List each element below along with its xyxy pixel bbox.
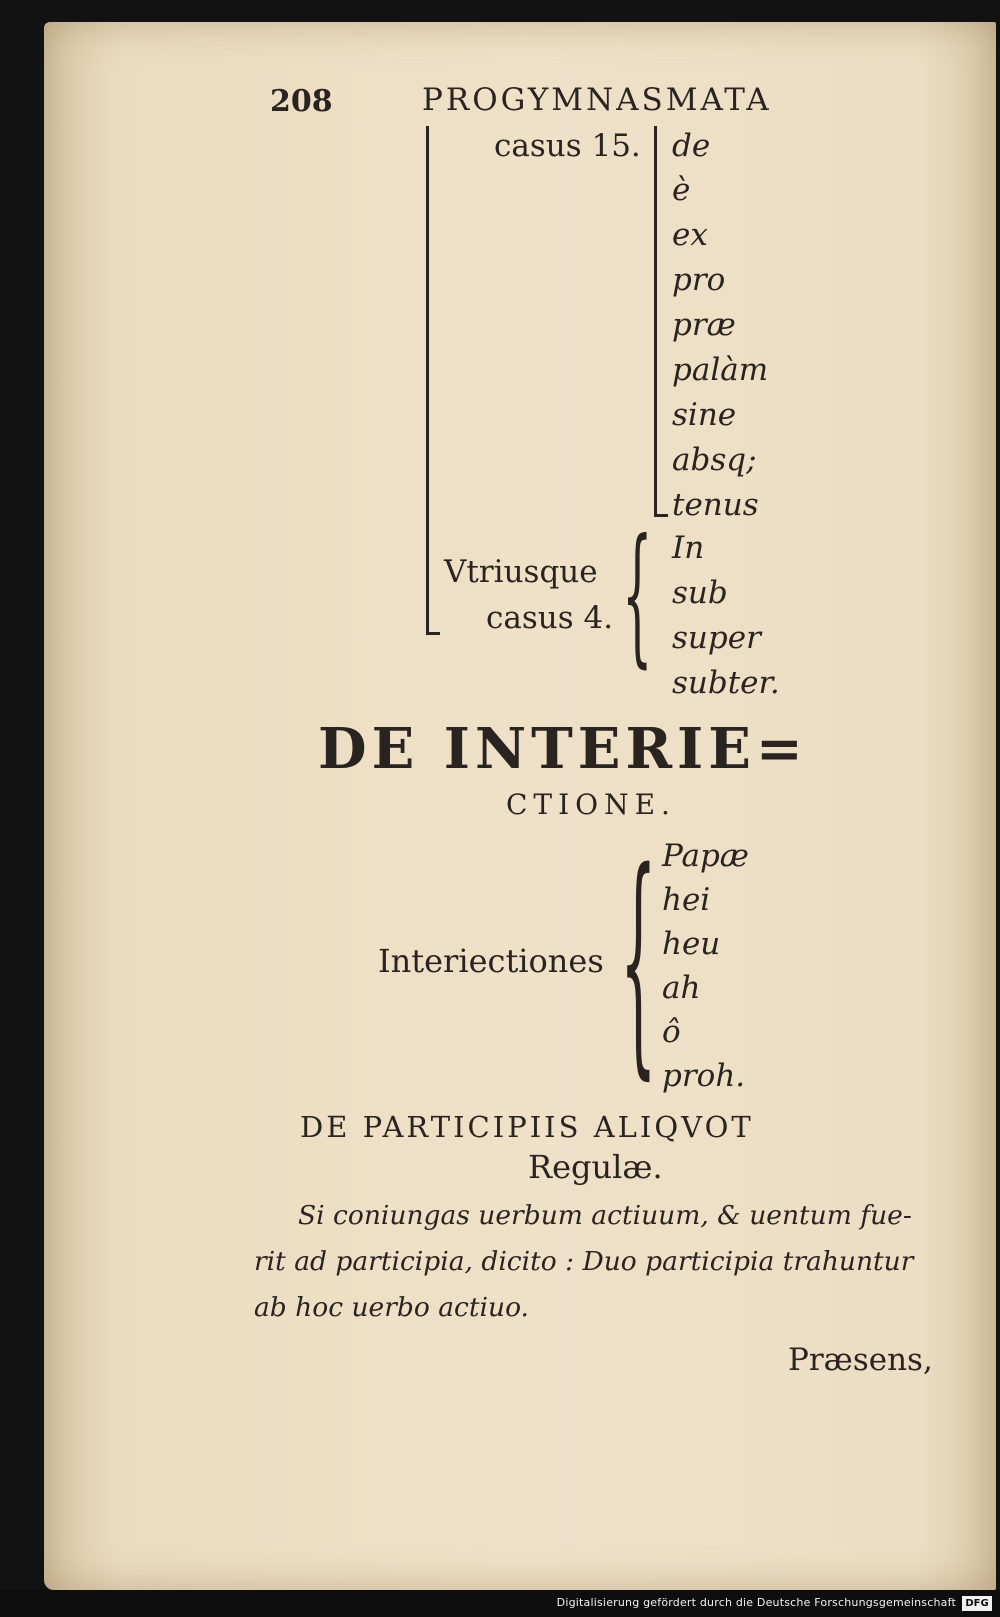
ablative-item: pro bbox=[672, 262, 726, 298]
paragraph-line: Si coniungas uerbum actiuum, & uentum fue- bbox=[298, 1200, 912, 1231]
ablative-case-label: casus 15. bbox=[494, 128, 641, 164]
interjection-item: hei bbox=[662, 882, 711, 918]
interjection-item: heu bbox=[662, 926, 721, 962]
page-number: 208 bbox=[270, 84, 333, 119]
both-cases-brace: { bbox=[622, 508, 653, 682]
ablative-item: sine bbox=[672, 397, 737, 433]
both-cases-item: super bbox=[672, 620, 761, 656]
ablative-item: præ bbox=[672, 307, 736, 343]
ablative-item: de bbox=[672, 128, 711, 164]
interjections-brace: { bbox=[620, 820, 657, 1100]
both-cases-item: sub bbox=[672, 575, 728, 611]
ablative-item: absq; bbox=[672, 442, 757, 478]
dfg-logo: DFG bbox=[962, 1596, 992, 1611]
ablative-bracket-foot bbox=[654, 514, 668, 517]
ablative-bracket-line bbox=[654, 126, 657, 516]
both-cases-label-line2: casus 4. bbox=[486, 600, 614, 636]
ablative-item: ex bbox=[672, 217, 708, 253]
interjection-heading-line1: DE INTERIE= bbox=[318, 716, 808, 782]
catchword: Præsens, bbox=[788, 1342, 933, 1378]
outer-bracket-line bbox=[426, 126, 429, 634]
participles-subheading: Regulæ. bbox=[528, 1148, 663, 1186]
interjection-item: ô bbox=[662, 1014, 681, 1050]
paragraph-line: ab hoc uerbo actiuo. bbox=[254, 1292, 529, 1323]
footer-bar bbox=[0, 1590, 1000, 1617]
ablative-item: palàm bbox=[672, 352, 769, 388]
ablative-item: tenus bbox=[672, 487, 759, 523]
interjection-item: Papæ bbox=[662, 838, 749, 874]
interjection-item: ah bbox=[662, 970, 701, 1006]
ablative-item: è bbox=[672, 172, 691, 208]
footer-credit: Digitalisierung gefördert durch die Deutsche Forschungsgemeinschaft bbox=[556, 1596, 956, 1609]
interjection-heading-line2: CTIONE. bbox=[506, 788, 676, 821]
participles-heading: DE PARTICIPIIS ALIQVOT bbox=[300, 1110, 754, 1144]
interjections-label: Interiectiones bbox=[378, 942, 604, 980]
running-title: PROGYMNASMATA bbox=[422, 82, 772, 118]
interjection-item: proh. bbox=[662, 1058, 746, 1094]
outer-bracket-foot bbox=[426, 632, 440, 635]
both-cases-item: subter. bbox=[672, 665, 780, 701]
book-page bbox=[44, 22, 996, 1590]
both-cases-label-line1: Vtriusque bbox=[444, 554, 598, 590]
paragraph-line: rit ad participia, dicito : Duo participia trahuntur bbox=[254, 1246, 914, 1277]
both-cases-item: In bbox=[672, 530, 705, 566]
